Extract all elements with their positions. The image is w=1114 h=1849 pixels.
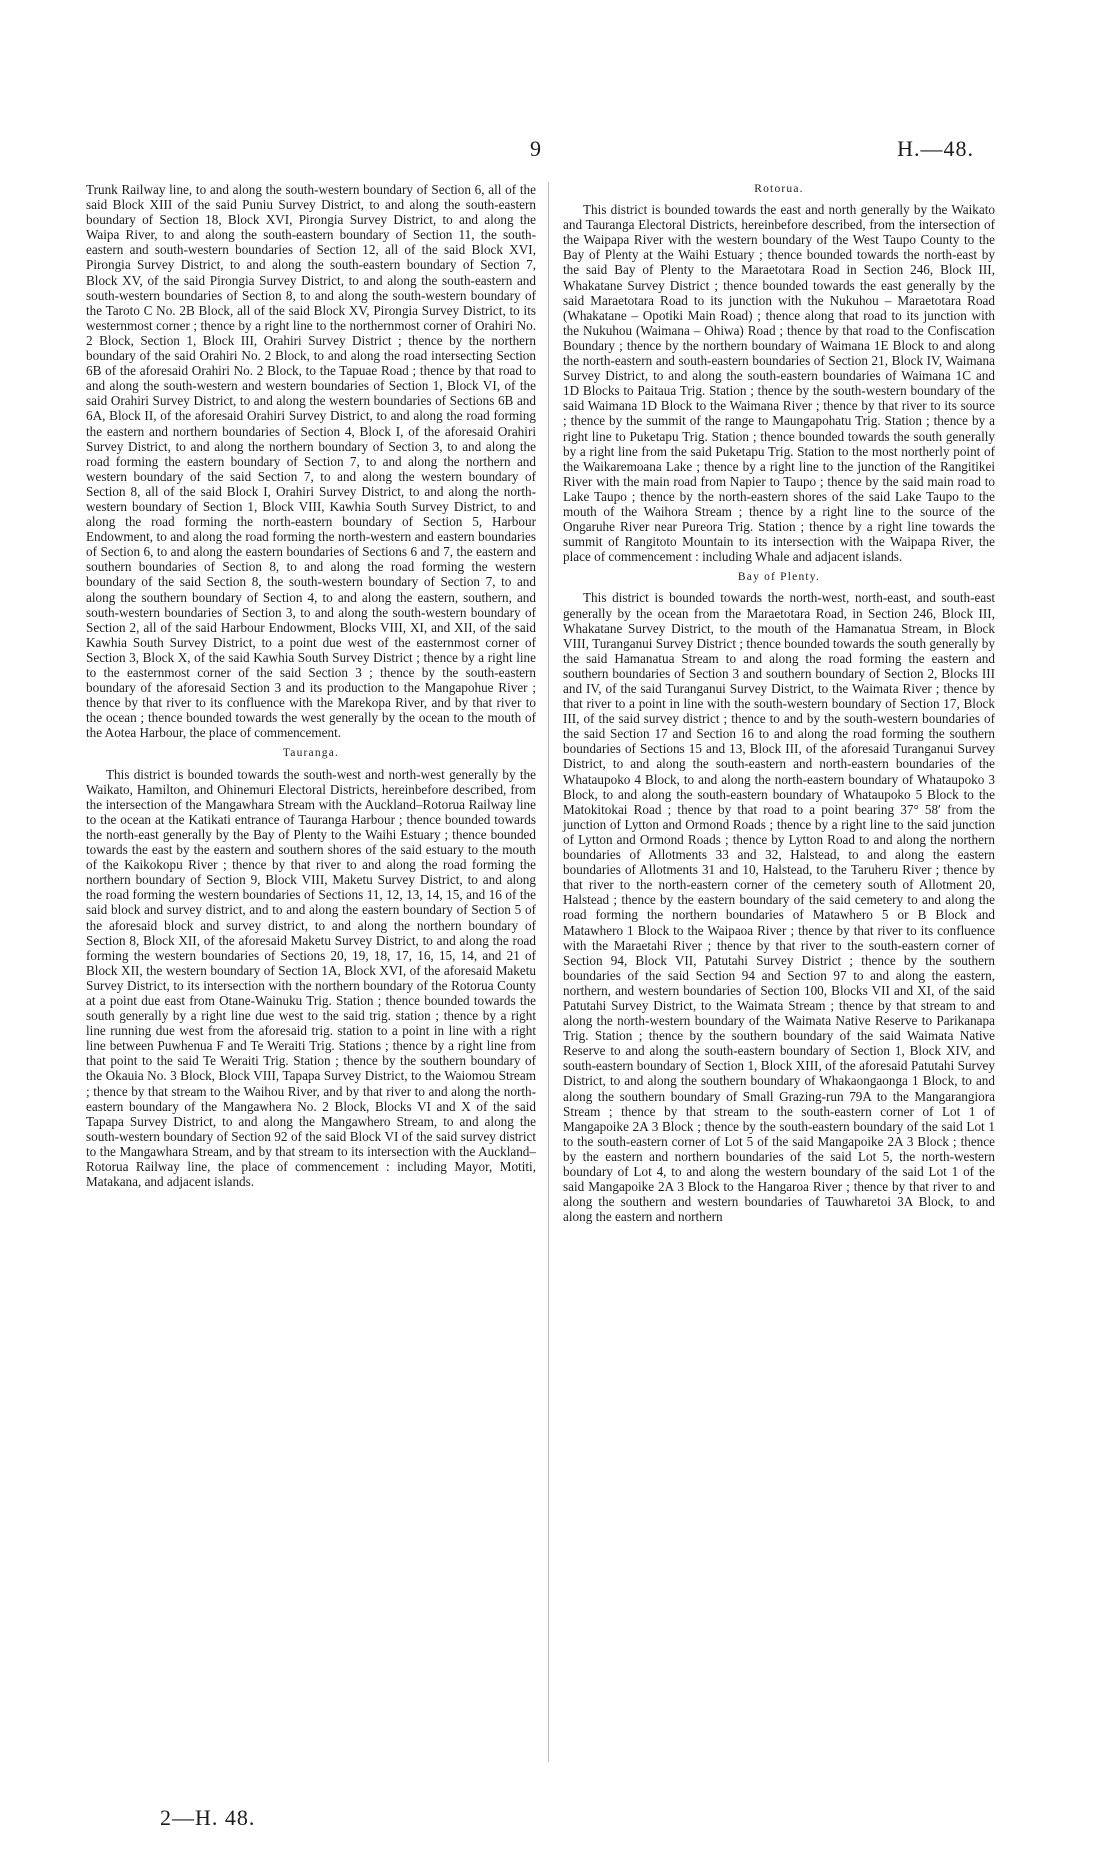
tauranga-heading: Tauranga.: [282, 747, 340, 760]
tauranga-text: This district is bounded towards the south-west and north-west generally by the Waikato, Hamilton, and Ohinemuri Electoral Districts, hereinbefore described, from the intersection of the Mangawhara Stream with the Auckland–Rotorua Railway line to the ocean at the Katikati entrance of Tauranga Harbour ; thence bounded towards the north-east generally by the Bay of Plenty to the Waihi Estuary ; thence bounded towards the east by the eastern and southern shores of the said estuary to the mouth of the Kaikokopu River ; thence by that river to and along the road forming the northern boundary of Section 9, Block VIII, Maketu Survey District, to and along the road forming the western boundaries of Sections 11, 12, 13, 14, 15, and 16 of the said block and survey district, and to and along the eastern boundary of Section 5 of the aforesaid block and survey district, to and along the northern boundary of Section 8, Block XII, of the aforesaid Maketu Survey District, to and along the road forming the western boundaries of Sections 20, 19, 18, 17, 16, 15, 14, and 21 of Block XII, the western boundary of Section 1A, Block XVI, of the aforesaid Maketu Survey District, to its intersection with the northern boundary of the Rotorua County at a point due east from Otane-Wainuku Trig. Station ; thence bounded towards the south generally by a right line due west to the said trig. station ; thence by a right line running due west from the aforesaid trig. station to a point in line with a right line between Puwhenua F and Te Weraiti Trig. Stations ; thence by a right line from that point to the said Te Weraiti Trig. Station ; thence by the southern boundary of the Okauia No. 3 Block, Block VIII, Tapapa Survey District, to the Waiomou Stream ; thence by that stream to the Waihou River, and by that river to and along the north-eastern boundary of the Mangawhera No. 2 Block, Blocks VI and X of the said Tapapa Survey District, to and along the Mangawhero Stream, to and along the south-western boundary of Section 92 of the said Block VI of the said survey district to the Mangawhara Stream, and by that stream to its intersection with the Auckland–Rotorua Railway line, the place of commencement : including Mayor, Motiti, Matakana, and adjacent islands.: [86, 766, 536, 1190]
bay-of-plenty-heading: Bay of Plenty.: [737, 571, 821, 584]
bay-of-plenty-text: This district is bounded towards the north-west, north-east, and south-east generally by the ocean from the Maraetotara Road, in Section 246, Block III, Whakatane Survey District, to the mouth of the Hamanatua Stream, in Block VIII, Turanganui Survey District ; thence bounded towards the south generally by the said Hamanatua Stream to and along the road forming the eastern and southern boundaries of Section 3 and southern boundary of Section 2, Blocks III and IV, of the said Turanganui Survey District, to the Waimata River ; thence by that river to a point in line with the south-western boundary of Section 17, Block III, of the said survey district ; thence to and by the south-western boundaries of the said Section 17 and Section 16 to and along the road forming the southern boundaries of Sections 15 and 13, Block III, of the aforesaid Turanganui Survey District, to and along the south-eastern and north-eastern boundaries of the Whataupoko 4 Block, to and along the north-eastern boundary of Whataupoko 3 Block, to and along the south-eastern boundary of Whataupoko 5 Block to the Matokitokai Road ; thence by that road to a point bearing 37° 58′ from the junction of Lytton and Ormond Roads ; thence by a right line to the said junction of Lytton and Ormond Roads ; thence by Lytton Road to and along the northern boundaries of Allotments 33 and 32, Halstead, to and along the eastern boundaries of Allotments 31 and 10, Halstead, to the Taruheru River ; thence by that river to the north-eastern corner of the cemetery south of Allotment 20, Halstead ; thence by the eastern boundary of the said cemetery to and along the road forming the northern boundaries of Matawhero 5 or B Block and Matawhero 1 Block to the Waipaoa River ; thence by that river to its confluence with the Maraetahi River ; thence by that river to the south-eastern corner of Section 94, Block VII, Patutahi Survey District ; thence by the southern boundaries of the said Section 94 and Section 97 to and along the eastern, northern, and western boundaries of Section 100, Blocks VII and XI, of the said Patutahi Survey District, to the Waimata Stream ; thence by that stream to and along the north-western boundary of the Waimata Native Reserve to Parikanapa Trig. Station ; thence by the southern boundary of the said Waimata Native Reserve to and along the south-eastern boundary of Section 1, Block XIV, and south-eastern boundary of Section 1, Block XIII, of the aforesaid Patutahi Survey District, to and along the southern boundary of Whakaongaonga 1 Block, to and along the southern boundary of Small Grazing-run 79A to the Mangarangiora Stream ; thence by that stream to the south-eastern corner of Lot 1 of Mangapoike 2A 3 Block ; thence by the south-eastern boundary of the said Lot 1 to the south-eastern corner of Lot 5 of the said Mangapoike 2A 3 Block ; thence by the eastern and northern boundaries of the said Lot 5, the north-western boundary of Lot 4, to and along the western boundary of the said Lot 1 of the said Mangapoike 2A 3 Block to the Hangaroa River ; thence by that river to and along the southern and western boundaries of Tauwharetoi 3A Block, to and along the eastern and northern: [563, 590, 995, 1225]
left-column: [86, 182, 536, 1189]
rotorua-text: This district is bounded towards the east and north generally by the Waikato and Tauranga Electoral Districts, hereinbefore described, from the intersection of the Waipapa River with the western boundary of the West Taupo County to the Bay of Plenty at the Waihi Estuary ; thence bounded towards the north-east by the said Bay of Plenty to the Maraetotara Road in Section 246, Block III, Whakatane Survey District ; thence bounded towards the east generally by the said Maraetotara Road to its junction with the Nukuhou – Maraetotara Road (Whakatane – Opotiki Main Road) ; thence along that road to its junction with the Nukuhou (Waimana – Ohiwa) Road ; thence by that road to the Confiscation Boundary ; thence by the northern boundary of Waimana 1E Block to and along the north-eastern and south-eastern boundaries of Section 21, Block IV, Waimana Survey District, to and along the south-eastern boundaries of Waimana 1C and 1D Blocks to Paitaua Trig. Station ; thence by the south-western boundary of the said Waimana 1D Block to the Waimana River ; thence by that river to its source ; thence by the summit of the range to Maungapohatu Trig. Station ; thence by a right line to Puketapu Trig. Station ; thence bounded towards the south generally by a right line from the said Puketapu Trig. Station to the most northerly point of the Waikaremoana Lake ; thence by a right line to the junction of the Rangitikei River with the main road from Napier to Taupo ; thence by the said main road to Lake Taupo ; thence by the north-eastern shores of the said Lake Taupo to the mouth of the Waihora Stream ; thence by a right line to the source of the Ongaruhe River near Pureora Trig. Station ; thence by a right line towards the summit of Rangitoto Mountain to its intersection with the Waipapa River, the place of commencement : including Whale and adjacent islands.: [563, 202, 995, 565]
page-number: 9: [530, 136, 542, 161]
signature-mark: 2—H. 48.: [160, 1805, 256, 1830]
right-column: [563, 182, 995, 1224]
document-reference: H.—48.: [897, 136, 974, 161]
rotorua-heading: Rotorua.: [754, 183, 804, 195]
continued-district-text: Trunk Railway line, to and along the south-western boundary of Section 6, all of the said Block XIII of the said Puniu Survey District, to and along the south-eastern boundary of Section 18, Block XVI, Pirongia Survey District, to and along the Waipa River, to and along the south-eastern boundary of Section 11, the south-eastern and south-western boundaries of Section 12, all of the said Block XVI, Pirongia Survey District, to and along the south-eastern boundary of Section 7, Block XV, of the said Pirongia Survey District, to and along the south-eastern and south-western boundaries of Section 8, to and along the south-western boundary of the Taroto C No. 2B Block, all of the said Block XV, Pirongia Survey District, to its westernmost corner ; thence by a right line to the northernmost corner of Orahiri No. 2 Block, Section 1, Block III, Orahiri Survey District ; thence by the northern boundary of the said Orahiri No. 2 Block, to and along the road intersecting Section 6B of the aforesaid Orahiri No. 2 Block, to the Tapuae Road ; thence by that road to and along the south-western and western boundaries of Section 1, Block VI, of the said Orahiri Survey District, to and along the western boundaries of Sections 6B and 6A, Block II, of the aforesaid Orahiri Survey District, to and along the road forming the eastern and northern boundaries of Section 4, Block I, of the aforesaid Orahiri Survey District, to and along the northern boundary of Section 3, to and along the road forming the eastern boundary of Section 7, to and along the northern and western boundary of the said Section 7, to and along the western boundary of Section 8, all of the said Block I, Orahiri Survey District, to and along the north-western boundary of Section 1, Block VIII, Kawhia South Survey District, to and along the road forming the north-eastern boundary of Section 5, Harbour Endowment, to and along the road forming the north-western and eastern boundaries of Section 6, to and along the eastern boundaries of Sections 6 and 7, the eastern and southern boundaries of Section 8, to and along the road forming the western boundary of the said Section 8, the south-western boundary of Section 7, to and along the southern boundary of Section 4, to and along the eastern, southern, and south-western boundaries of Section 3, to and along the south-western boundary of Section 2, all of the said Harbour Endowment, Blocks VIII, XI, and XII, of the said Kawhia South Survey District, to a point due west of the easternmost corner of Section 3, Block X, of the said Kawhia South Survey District ; thence by a right line to the easternmost corner of the said Section 3 ; thence by the south-eastern boundary of the aforesaid Section 3 and its production to the Mangapohue River ; thence by that river to its confluence with the Marekopa River, and by that river to the ocean ; thence bounded towards the west generally by the ocean to the mouth of the Aotea Harbour, the place of commencement.: [86, 182, 536, 741]
column-divider: [548, 182, 549, 1762]
